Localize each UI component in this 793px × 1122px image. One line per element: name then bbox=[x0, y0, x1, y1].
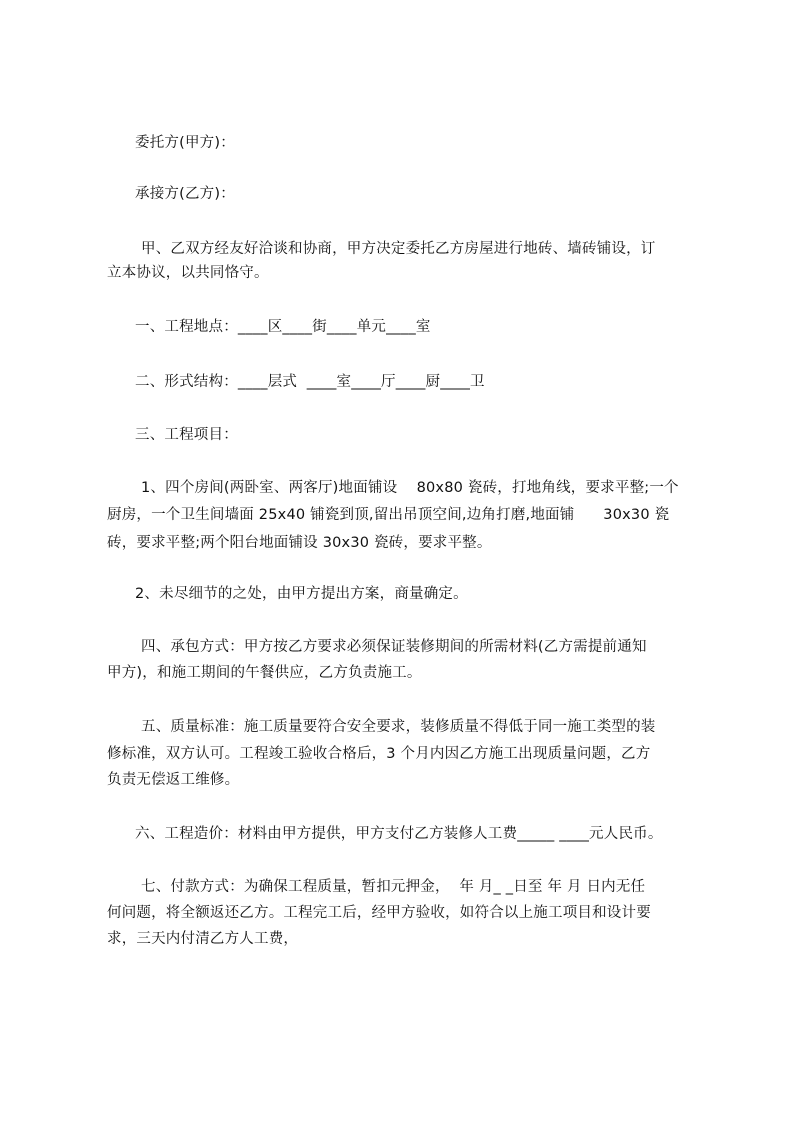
section-location: 一、工程地点：____区____街____单元____室 bbox=[135, 319, 431, 335]
section-structure: 二、形式结构：____层式 ____室____厅____厨____卫 bbox=[135, 374, 485, 390]
section-payment-line-1: 七、付款方式：为确保工程质量，暂扣元押金， 年 月_ _日至 年 月 日内无任 bbox=[141, 879, 646, 895]
intro-line-2: 立本协议，以共同恪守。 bbox=[107, 265, 269, 281]
section-cost: 六、工程造价：材料由甲方提供，甲方支付乙方装修人工费_____ ____元人民币。 bbox=[135, 826, 663, 842]
party-a-label: 委托方(甲方)： bbox=[135, 135, 235, 151]
project-item-1-line-2: 厨房，一个卫生间墙面 25x40 铺瓷到顶,留出吊顶空间,边角打磨,地面铺 30x30 瓷 bbox=[107, 507, 670, 523]
section-project-title: 三、工程项目： bbox=[135, 427, 238, 443]
project-item-2: 2、未尽细节的之处，由甲方提出方案，商量确定。 bbox=[135, 586, 468, 602]
party-b-label: 承接方(乙方)： bbox=[135, 186, 235, 202]
section-quality-line-1: 五、质量标准：施工质量要符合安全要求，装修质量不得低于同一施工类型的装 bbox=[141, 719, 656, 735]
section-quality-line-2: 修标准，双方认可。工程竣工验收合格后，3 个月内因乙方施工出现质量问题，乙方 bbox=[107, 746, 651, 762]
intro-line-1: 甲、乙双方经友好洽谈和协商，甲方决定委托乙方房屋进行地砖、墙砖铺设，订 bbox=[141, 241, 656, 257]
project-item-1-line-1: 1、四个房间(两卧室、两客厅)地面铺设 80x80 瓷砖，打地角线，要求平整;一个 bbox=[141, 480, 679, 496]
section-payment-line-3: 求，三天内付清乙方人工费， bbox=[107, 931, 299, 947]
section-quality-line-3: 负责无偿返工维修。 bbox=[107, 772, 240, 788]
section-payment-line-2: 何问题，将全额返还乙方。工程完工后，经甲方验收，如符合以上施工项目和设计要 bbox=[107, 905, 651, 921]
section-contract-mode-line-2: 甲方)，和施工期间的午餐供应，乙方负责施工。 bbox=[107, 665, 422, 681]
project-item-1-line-3: 砖，要求平整;两个阳台地面铺设 30x30 瓷砖，要求平整。 bbox=[107, 535, 492, 551]
section-contract-mode-line-1: 四、承包方式：甲方按乙方要求必须保证装修期间的所需材料(乙方需提前通知 bbox=[141, 639, 647, 655]
